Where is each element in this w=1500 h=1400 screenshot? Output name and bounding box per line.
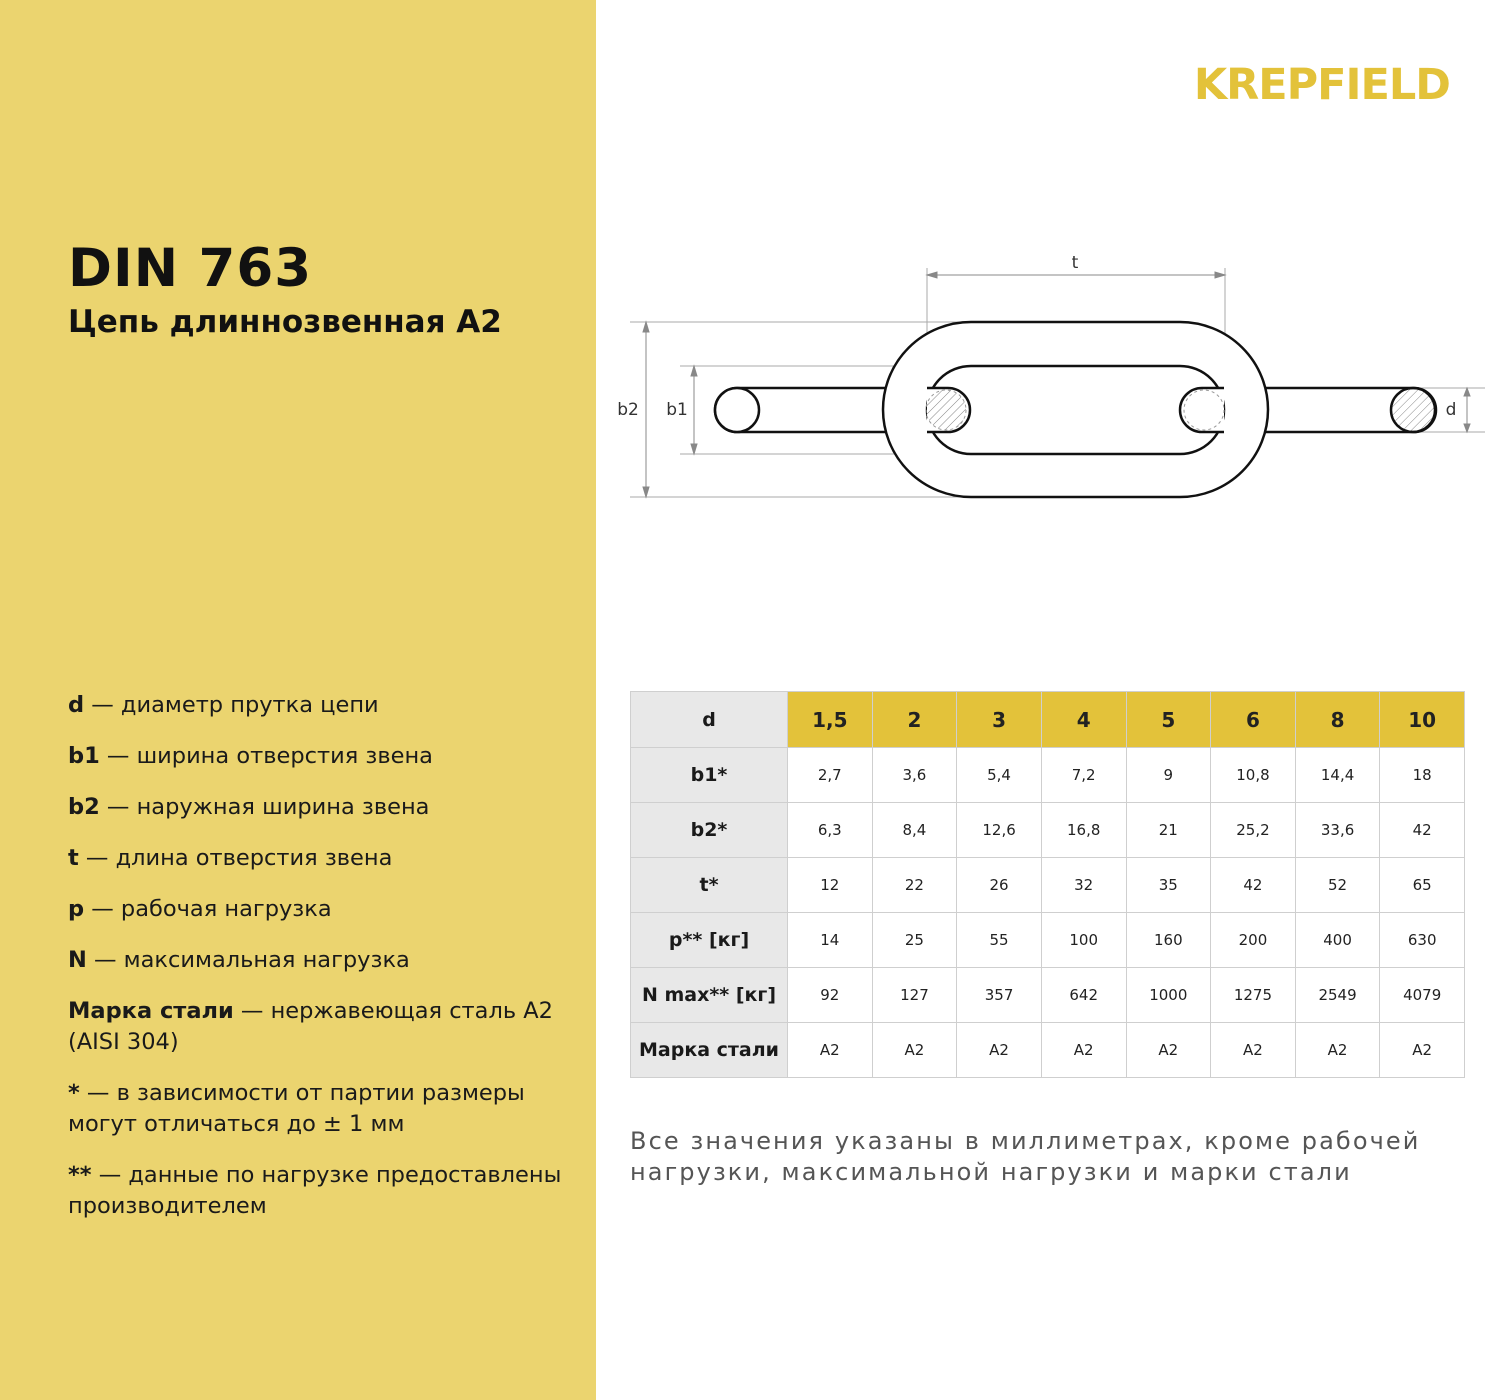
- legend-item: d — диаметр прутка цепи: [68, 692, 379, 718]
- column-header: 8: [1295, 692, 1380, 748]
- table-cell: A2: [1126, 1023, 1211, 1078]
- table-cell: A2: [872, 1023, 957, 1078]
- table-cell: 65: [1380, 858, 1465, 913]
- table-cell: A2: [1211, 1023, 1296, 1078]
- column-header: 3: [957, 692, 1042, 748]
- table-cell: 8,4: [872, 803, 957, 858]
- chain-link-drawing: [600, 240, 1490, 520]
- table-cell: 25,2: [1211, 803, 1296, 858]
- table-cell: 160: [1126, 913, 1211, 968]
- table-cell: 2,7: [788, 748, 873, 803]
- table-cell: 55: [957, 913, 1042, 968]
- table-cell: 3,6: [872, 748, 957, 803]
- table-cell: 100: [1041, 913, 1126, 968]
- table-row-header: d: [631, 692, 788, 748]
- table-row-header: p** [кг]: [631, 913, 788, 968]
- table-cell: 642: [1041, 968, 1126, 1023]
- label-b2: b2: [617, 400, 639, 420]
- legend-item: ** — данные по нагрузке предоставлены производителем: [68, 1162, 562, 1219]
- label-t: t: [1071, 253, 1079, 273]
- table-cell: 400: [1295, 913, 1380, 968]
- table-cell: 9: [1126, 748, 1211, 803]
- table-cell: A2: [957, 1023, 1042, 1078]
- column-header: 1,5: [788, 692, 873, 748]
- table-cell: 2549: [1295, 968, 1380, 1023]
- table-row: [631, 858, 1465, 913]
- table-row-header: b1*: [631, 748, 788, 803]
- table-cell: 4079: [1380, 968, 1465, 1023]
- table-row-header: b2*: [631, 803, 788, 858]
- legend-item: * — в зависимости от партии размеры могут отличаться до ± 1 мм: [68, 1080, 525, 1137]
- legend-item: p — рабочая нагрузка: [68, 896, 332, 922]
- table-cell: 127: [872, 968, 957, 1023]
- table-row: [631, 968, 1465, 1023]
- table-cell: 357: [957, 968, 1042, 1023]
- table-cell: 33,6: [1295, 803, 1380, 858]
- table-cell: A2: [1380, 1023, 1465, 1078]
- legend-item: Марка стали — нержавеющая сталь А2 (AISI 304): [68, 998, 553, 1055]
- table-cell: 1275: [1211, 968, 1296, 1023]
- table-cell: 14,4: [1295, 748, 1380, 803]
- table-cell: 5,4: [957, 748, 1042, 803]
- table-cell: 22: [872, 858, 957, 913]
- table-cell: 6,3: [788, 803, 873, 858]
- table-cell: 200: [1211, 913, 1296, 968]
- table-row: [631, 748, 1465, 803]
- table-cell: 21: [1126, 803, 1211, 858]
- legend-item: b2 — наружная ширина звена: [68, 794, 430, 820]
- table-cell: 26: [957, 858, 1042, 913]
- table-cell: A2: [788, 1023, 873, 1078]
- column-header: 2: [872, 692, 957, 748]
- table-cell: 42: [1380, 803, 1465, 858]
- column-header: 6: [1211, 692, 1296, 748]
- legend-item: t — длина отверстия звена: [68, 845, 393, 871]
- page-title: DIN 763: [68, 238, 313, 299]
- legend-item: b1 — ширина отверстия звена: [68, 743, 433, 769]
- table-header-row: [631, 692, 1465, 748]
- table-cell: 18: [1380, 748, 1465, 803]
- table-row: [631, 803, 1465, 858]
- table-cell: 7,2: [1041, 748, 1126, 803]
- column-header: 5: [1126, 692, 1211, 748]
- table-row: [631, 1023, 1465, 1078]
- label-d: d: [1445, 400, 1457, 420]
- table-cell: A2: [1295, 1023, 1380, 1078]
- label-b1: b1: [666, 400, 688, 420]
- column-header: 10: [1380, 692, 1465, 748]
- table-cell: 35: [1126, 858, 1211, 913]
- table-cell: 16,8: [1041, 803, 1126, 858]
- table-row: [631, 913, 1465, 968]
- page-subtitle: Цепь длиннозвенная А2: [68, 304, 502, 340]
- table-cell: 52: [1295, 858, 1380, 913]
- table-cell: 14: [788, 913, 873, 968]
- table-cell: 92: [788, 968, 873, 1023]
- table-cell: 32: [1041, 858, 1126, 913]
- table-cell: 630: [1380, 913, 1465, 968]
- legend-item: N — максимальная нагрузка: [68, 947, 410, 973]
- table-cell: 42: [1211, 858, 1296, 913]
- table-cell: 10,8: [1211, 748, 1296, 803]
- table-cell: 12,6: [957, 803, 1042, 858]
- table-cell: A2: [1041, 1023, 1126, 1078]
- table-cell: 1000: [1126, 968, 1211, 1023]
- table-row-header: Марка стали: [631, 1023, 788, 1078]
- table-row-header: N max** [кг]: [631, 968, 788, 1023]
- table-cell: 12: [788, 858, 873, 913]
- brand-logo: KREPFIELD: [1193, 60, 1450, 110]
- column-header: 4: [1041, 692, 1126, 748]
- spec-table: [630, 691, 1465, 1078]
- legend: [68, 690, 578, 1242]
- table-cell: 25: [872, 913, 957, 968]
- units-note: Все значения указаны в миллиметрах, кроме рабочей нагрузки, максимальной нагрузки и марки стали: [630, 1127, 1421, 1186]
- table-row-header: t*: [631, 858, 788, 913]
